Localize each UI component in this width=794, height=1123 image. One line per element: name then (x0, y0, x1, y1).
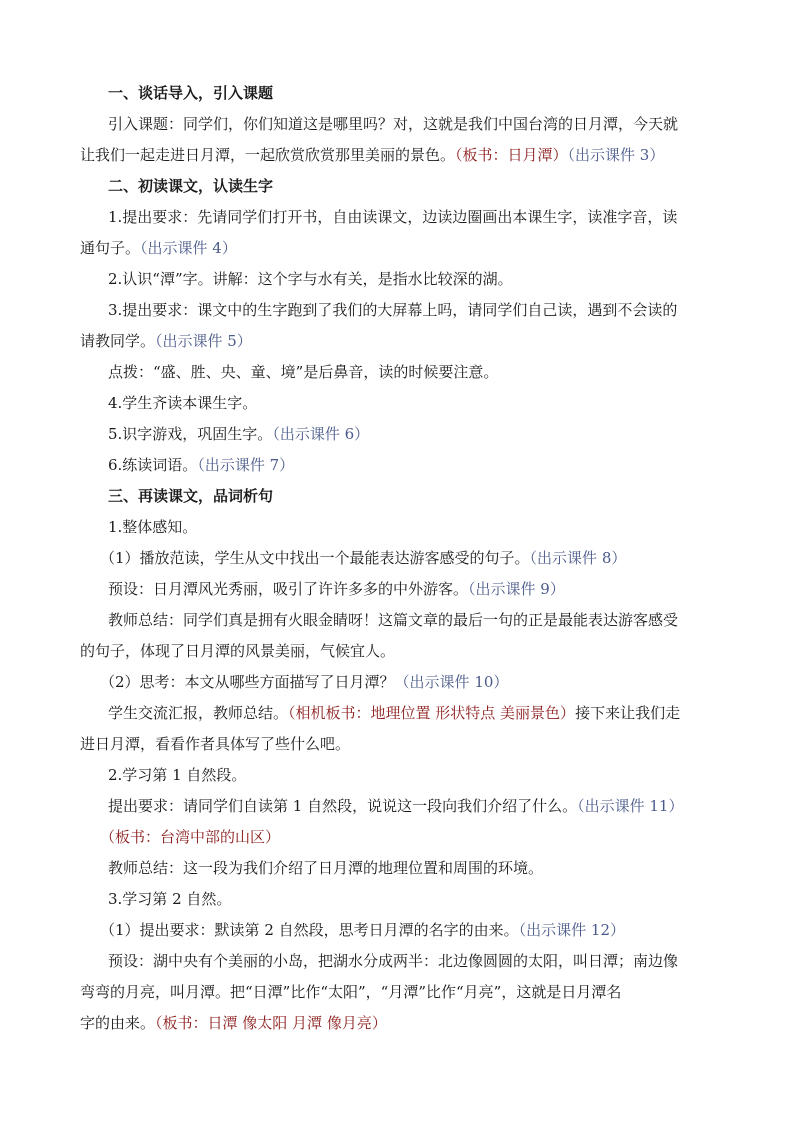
paragraph-text: （1）播放范读，学生从文中找出一个最能表达游客感受的句子。 (100, 549, 530, 567)
section-heading-text: 二、初读课文，认读生字 (108, 177, 274, 195)
section-heading-text: 一、谈话导入，引入课题 (108, 84, 274, 102)
paragraph-line (108, 264, 718, 295)
paragraph-line (80, 233, 718, 264)
paragraph-line (108, 202, 718, 233)
board-note: （板书：日潭 像太阳 月潭 像月亮） (155, 1014, 387, 1032)
paragraph-line (100, 543, 718, 574)
slide-reference: （出示课件 10） (394, 673, 509, 691)
paragraph-line (108, 357, 718, 388)
paragraph-line (108, 853, 718, 884)
paragraph-line (100, 667, 718, 698)
paragraph-text: 接下来让我们走 (575, 704, 681, 722)
paragraph-line (108, 791, 718, 822)
slide-reference: （出示课件 12） (518, 921, 625, 939)
paragraph-text: 1.整体感知。 (108, 518, 198, 536)
paragraph-text: 的句子，体现了日月潭的风景美丽，气候宜人。 (80, 642, 396, 660)
paragraph-line (108, 760, 718, 791)
paragraph-text: 请教同学。 (80, 332, 156, 350)
paragraph-line (80, 326, 718, 357)
paragraph-text: 3.提出要求：课文中的生字跑到了我们的大屏幕上吗，请同学们自己读，遇到不会读的 (108, 301, 678, 319)
slide-reference: （出示课件 3） (567, 146, 665, 164)
lesson-content (80, 78, 718, 1039)
slide-reference: （出示课件 6） (272, 425, 370, 443)
paragraph-line (100, 915, 718, 946)
section-heading-1 (108, 78, 718, 109)
paragraph-text: 进日月潭，看看作者具体写了些什么吧。 (80, 735, 351, 753)
section-heading-2 (108, 171, 718, 202)
paragraph-line (108, 295, 718, 326)
slide-reference: （出示课件 4） (140, 239, 237, 257)
paragraph-intro-line-1 (108, 109, 718, 140)
paragraph-line (108, 884, 718, 915)
paragraph-text: 教师总结：同学们真是拥有火眼金睛呀！这篇文章的最后一句的正是最能表达游客感受 (108, 611, 679, 629)
slide-reference: （出示课件 9） (468, 580, 565, 598)
board-note: （相机板书：地理位置 形状特点 美丽景色） (288, 704, 576, 722)
paragraph-line (80, 1008, 718, 1039)
section-heading-3 (108, 481, 718, 512)
paragraph-line (108, 512, 718, 543)
paragraph-line (80, 729, 718, 760)
paragraph-text: 弯弯的月亮，叫月潭。把“日潭”比作“太阳”，“月潭”比作“月亮”，这就是日月潭名 (80, 983, 622, 1001)
board-note: （板书：台湾中部的山区） (100, 828, 281, 846)
paragraph-line (100, 822, 718, 853)
paragraph-text: （2）思考：本文从哪些方面描写了日月潭？ (100, 673, 395, 691)
slide-reference: （出示课件 11） (577, 797, 684, 815)
paragraph-text: 预设：湖中央有个美丽的小岛，把湖水分成两半：北边像圆圆的太阳，叫日潭；南边像 (108, 952, 679, 970)
paragraph-line (80, 977, 718, 1008)
paragraph-line (108, 946, 718, 977)
paragraph-text: 3.学习第 2 自然。 (108, 890, 232, 908)
paragraph-text: 让我们一起走进日月潭，一起欣赏欣赏那里美丽的景色。 (80, 146, 456, 164)
paragraph-text: 点拨：“盛、胜、央、童、境”是后鼻音，读的时候要注意。 (108, 363, 499, 381)
paragraph-line (108, 419, 718, 450)
paragraph-line (108, 605, 718, 636)
slide-reference: （出示课件 8） (529, 549, 627, 567)
board-note: （板书：日月潭） (455, 146, 568, 164)
paragraph-line (108, 388, 718, 419)
paragraph-text: 教师总结：这一段为我们介绍了日月潭的地理位置和周围的环境。 (108, 859, 544, 877)
paragraph-text: 4.学生齐读本课生字。 (108, 394, 258, 412)
paragraph-text: 5.识字游戏，巩固生字。 (108, 425, 273, 443)
paragraph-text: 2.认识“潭”字。讲解：这个字与水有关，是指水比较深的湖。 (108, 270, 513, 288)
paragraph-text: 预设：日月潭风光秀丽，吸引了许许多多的中外游客。 (108, 580, 469, 598)
paragraph-text: 引入课题：同学们，你们知道这是哪里吗？对，这就是我们中国台湾的日月潭，今天就 (108, 115, 679, 133)
slide-reference: （出示课件 7） (197, 456, 295, 474)
paragraph-line (108, 574, 718, 605)
paragraph-intro-line-2 (80, 140, 718, 171)
paragraph-line (108, 698, 718, 729)
paragraph-text: 1.提出要求：先请同学们打开书，自由读课文，边读边圈画出本课生字，读准字音，读 (108, 208, 678, 226)
slide-reference: （出示课件 5） (155, 332, 252, 350)
paragraph-text: 通句子。 (80, 239, 141, 257)
paragraph-line (108, 450, 718, 481)
paragraph-text: 字的由来。 (80, 1014, 156, 1032)
paragraph-text: 2.学习第 1 自然段。 (108, 766, 247, 784)
paragraph-text: 学生交流汇报，教师总结。 (108, 704, 289, 722)
paragraph-text: 提出要求：请同学们自读第 1 自然段，说说这一段向我们介绍了什么。 (108, 797, 578, 815)
paragraph-text: 6.练读词语。 (108, 456, 198, 474)
paragraph-line (80, 636, 718, 667)
paragraph-text: （1）提出要求：默读第 2 自然段，思考日月潭的名字的由来。 (100, 921, 519, 939)
section-heading-text: 三、再读课文，品词析句 (108, 487, 274, 505)
